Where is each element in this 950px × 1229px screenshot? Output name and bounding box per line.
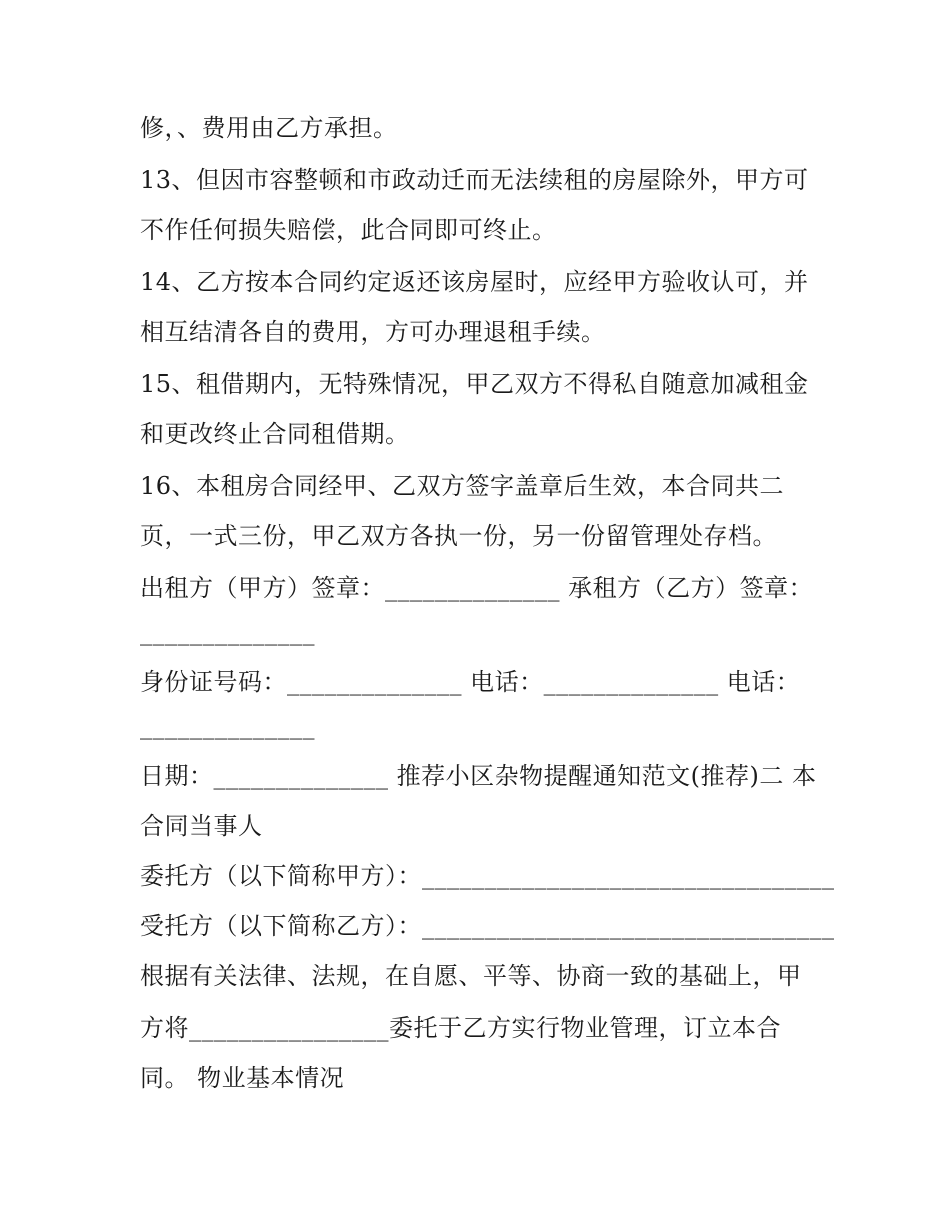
text-line: 页，一式三份，甲乙双方各执一份，另一份留管理处存档。 [140, 522, 777, 550]
id-phone-line: 身份证号码：______________ 电话：______________ 电话： [140, 668, 801, 696]
text-line: 和更改终止合同租借期。 [140, 420, 410, 448]
party-b-line: 受托方（以下简称乙方）：_________________________________ [140, 912, 835, 940]
text-line: 不作任何损失赔偿，此合同即可终止。 [140, 216, 557, 244]
text-line: 13、但因市容整顿和市政动迁而无法续租的房屋除外，甲方可 [140, 166, 809, 194]
text-line: 根据有关法律、法规，在自愿、平等、协商一致的基础上，甲 [140, 962, 802, 990]
text-line: 方将________________委托于乙方实行物业管理，订立本合 [140, 1014, 781, 1042]
date-line: 日期：______________ 推荐小区杂物提醒通知范文(推荐)二 本 [140, 762, 817, 790]
party-a-line: 委托方（以下简称甲方）：_________________________________ [140, 862, 835, 890]
text-line: 修，、费用由乙方承担。 [140, 114, 398, 142]
text-line: 相互结清各自的费用，方可办理退租手续。 [140, 318, 606, 346]
text-line: 同。 物业基本情况 [140, 1064, 345, 1092]
signature-line: 出租方（甲方）签章：______________ 承租方（乙方）签章： [140, 574, 814, 602]
phone-blank: ______________ [140, 712, 315, 740]
text-line: 14、乙方按本合同约定返还该房屋时，应经甲方验收认可，并 [140, 268, 809, 296]
signature-blank: ______________ [140, 618, 315, 646]
text-line: 15、租借期内，无特殊情况，甲乙双方不得私自随意加减租金 [140, 370, 809, 398]
text-line: 16、本租房合同经甲、乙双方签字盖章后生效，本合同共二 [140, 472, 785, 500]
text-line: 合同当事人 [140, 812, 263, 840]
